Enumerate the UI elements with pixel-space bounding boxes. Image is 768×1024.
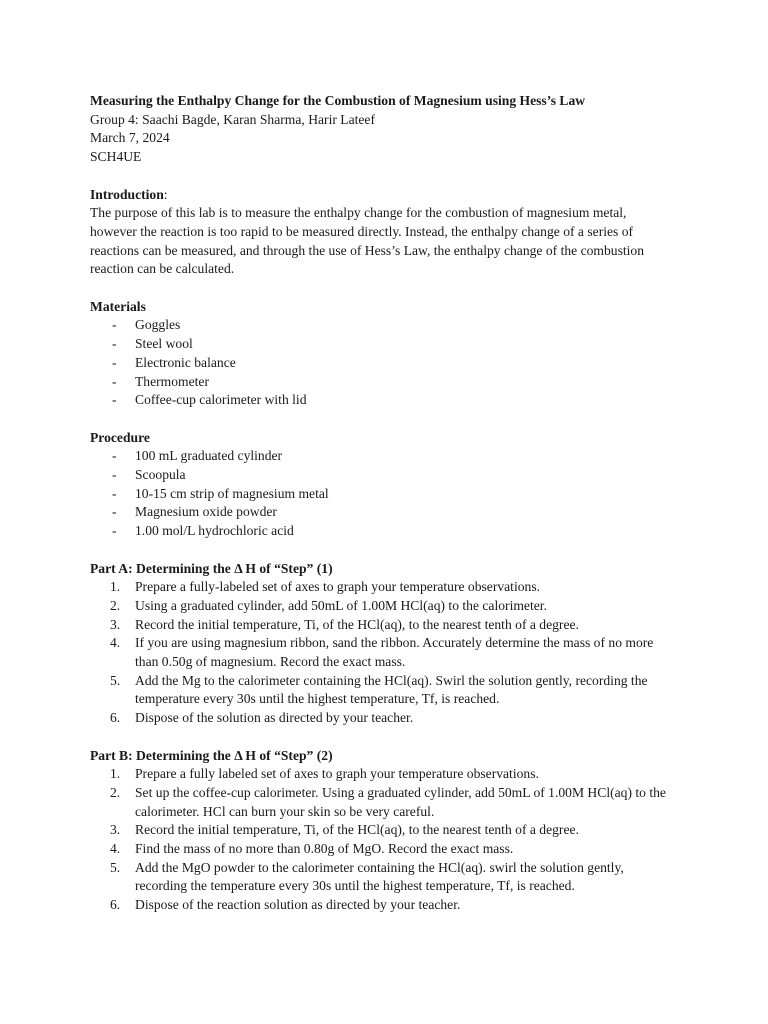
step-number: 2. xyxy=(110,784,121,800)
list-item xyxy=(90,354,678,373)
step-number: 1. xyxy=(110,766,121,782)
spacer xyxy=(90,728,678,747)
step-item xyxy=(90,859,678,896)
step-item xyxy=(90,765,678,784)
step-number: 1. xyxy=(110,579,121,595)
dash-marker: - xyxy=(112,485,117,501)
step-item xyxy=(90,784,678,821)
dash-marker: - xyxy=(112,392,117,408)
step-text: than 0.50g of magnesium. Record the exact mass. xyxy=(135,654,406,670)
introduction-line: reaction can be calculated. xyxy=(90,261,235,277)
introduction-line: however the reaction is too rapid to be measured directly. Instead, the enthalpy change of a series of xyxy=(90,223,634,239)
part-b-heading: Part B: Determining the Δ H of “Step” (2) xyxy=(90,747,333,763)
list-item xyxy=(90,485,678,504)
part-b-steps xyxy=(90,765,678,915)
step-text: recording the temperature every 30s until the highest temperature, Tf, is reached. xyxy=(135,878,575,894)
step-item xyxy=(90,672,678,709)
step-number: 3. xyxy=(110,822,121,838)
dash-marker: - xyxy=(112,317,117,333)
step-item xyxy=(90,634,678,671)
list-item xyxy=(90,522,678,541)
list-item-text: Magnesium oxide powder xyxy=(135,504,277,520)
list-item xyxy=(90,391,678,410)
list-item-text: Goggles xyxy=(135,317,181,333)
step-number: 2. xyxy=(110,597,121,613)
part-a-steps xyxy=(90,578,678,728)
introduction-heading-text: Introduction xyxy=(90,186,164,202)
step-text: Set up the coffee-cup calorimeter. Using a graduated cylinder, add 50mL of 1.00M HCl(aq) to the xyxy=(135,784,666,800)
step-number: 3. xyxy=(110,616,121,632)
procedure-heading: Procedure xyxy=(90,429,150,445)
dash-marker: - xyxy=(112,504,117,520)
step-text: Find the mass of no more than 0.80g of MgO. Record the exact mass. xyxy=(135,841,514,857)
dash-marker: - xyxy=(112,523,117,539)
document-title: Measuring the Enthalpy Change for the Combustion of Magnesium using Hess’s Law xyxy=(90,93,586,108)
list-item xyxy=(90,316,678,335)
step-item xyxy=(90,896,678,915)
introduction-line: The purpose of this lab is to measure the enthalpy change for the combustion of magnesium metal, xyxy=(90,205,627,221)
dash-marker: - xyxy=(112,336,117,352)
step-item xyxy=(90,709,678,728)
step-item xyxy=(90,616,678,635)
introduction-paragraph xyxy=(90,204,678,279)
spacer xyxy=(90,167,678,186)
list-item-text: Coffee-cup calorimeter with lid xyxy=(135,392,307,408)
dash-marker: - xyxy=(112,448,117,464)
step-item xyxy=(90,821,678,840)
step-text: If you are using magnesium ribbon, sand the ribbon. Accurately determine the mass of no more xyxy=(135,635,654,651)
step-item xyxy=(90,578,678,597)
list-item-text: Electronic balance xyxy=(135,354,236,370)
step-text: Using a graduated cylinder, add 50mL of 1.00M HCl(aq) to the calorimeter. xyxy=(135,597,547,613)
list-item-text: Scoopula xyxy=(135,467,186,483)
spacer xyxy=(90,541,678,560)
dash-marker: - xyxy=(112,467,117,483)
list-item xyxy=(90,373,678,392)
step-text: Prepare a fully labeled set of axes to graph your temperature observations. xyxy=(135,766,539,782)
list-item xyxy=(90,335,678,354)
list-item-text: Thermometer xyxy=(135,373,209,389)
introduction-heading-colon: : xyxy=(163,186,168,202)
dash-marker: - xyxy=(112,373,117,389)
group-members: Group 4: Saachi Bagde, Karan Sharma, Harir Lateef xyxy=(90,111,375,127)
step-number: 6. xyxy=(110,710,121,726)
list-item-text: 100 mL graduated cylinder xyxy=(135,448,283,464)
part-a-heading: Part A: Determining the Δ H of “Step” (1) xyxy=(90,560,333,576)
step-item xyxy=(90,597,678,616)
step-number: 4. xyxy=(110,841,121,857)
list-item-text: Steel wool xyxy=(135,336,193,352)
step-text: Record the initial temperature, Ti, of the HCl(aq), to the nearest tenth of a degree. xyxy=(135,822,579,838)
spacer xyxy=(90,410,678,429)
step-text: Prepare a fully-labeled set of axes to graph your temperature observations. xyxy=(135,579,541,595)
step-number: 4. xyxy=(110,635,121,651)
materials-list xyxy=(90,316,678,410)
step-text: Record the initial temperature, Ti, of the HCl(aq), to the nearest tenth of a degree. xyxy=(135,616,579,632)
course-code: SCH4UE xyxy=(90,149,142,165)
step-text: temperature every 30s until the highest temperature, Tf, is reached. xyxy=(135,691,500,707)
procedure-list xyxy=(90,447,678,541)
introduction-line: reactions can be measured, and through the use of Hess’s Law, the enthalpy change of the combustion xyxy=(90,242,645,258)
introduction-heading xyxy=(90,186,678,205)
step-text: Add the Mg to the calorimeter containing the HCl(aq). Swirl the solution gently, recording the xyxy=(135,672,648,688)
list-item-text: 1.00 mol/L hydrochloric acid xyxy=(135,523,294,539)
list-item xyxy=(90,466,678,485)
step-text: Dispose of the solution as directed by your teacher. xyxy=(135,710,414,726)
list-item-text: 10-15 cm strip of magnesium metal xyxy=(135,485,329,501)
list-item xyxy=(90,503,678,522)
step-item xyxy=(90,840,678,859)
document-date: March 7, 2024 xyxy=(90,130,170,146)
materials-heading: Materials xyxy=(90,298,146,314)
step-number: 5. xyxy=(110,859,121,875)
dash-marker: - xyxy=(112,354,117,370)
step-number: 5. xyxy=(110,672,121,688)
step-text: Add the MgO powder to the calorimeter containing the HCl(aq). swirl the solution gently, xyxy=(135,859,624,875)
step-text: calorimeter. HCl can burn your skin so be very careful. xyxy=(135,803,435,819)
step-number: 6. xyxy=(110,897,121,913)
step-text: Dispose of the reaction solution as directed by your teacher. xyxy=(135,897,461,913)
list-item xyxy=(90,447,678,466)
spacer xyxy=(90,279,678,298)
